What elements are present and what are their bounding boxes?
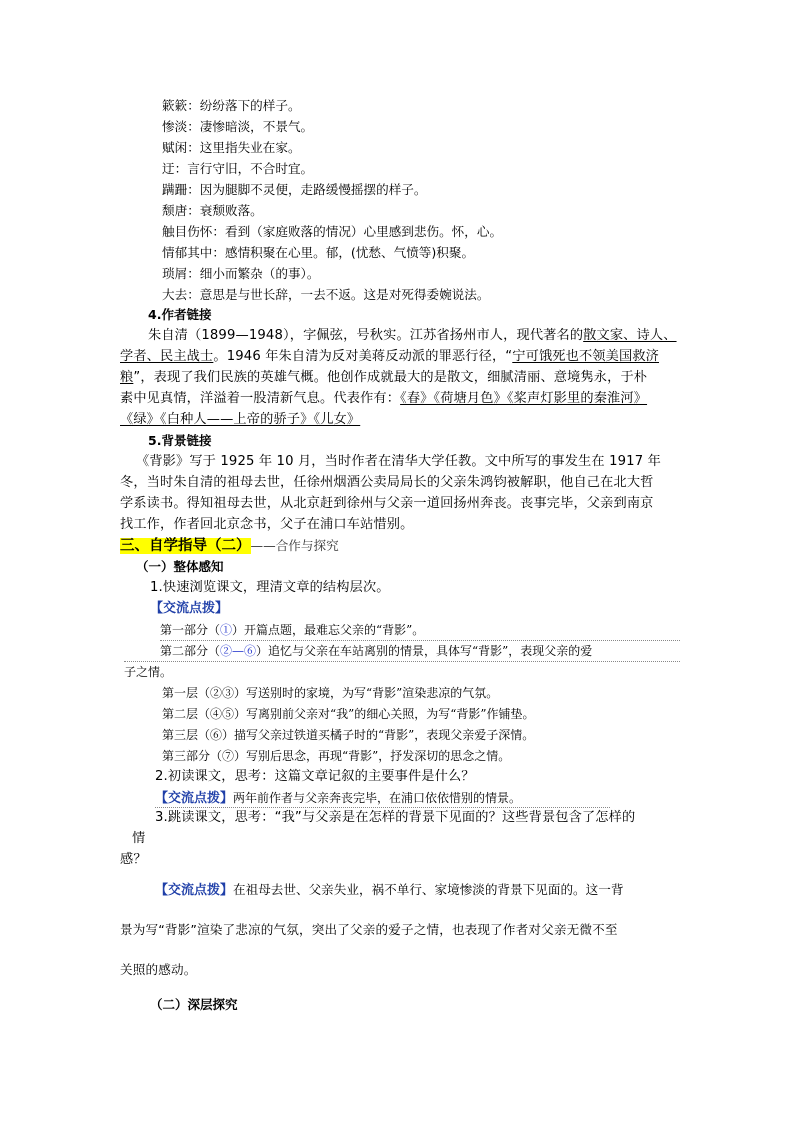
section-title-row (120, 536, 339, 557)
vocab-item: 迂：言行守旧，不合时宜。 (162, 161, 314, 176)
author-quote-link[interactable]: 宁可饿死也不领美国救济 (512, 349, 659, 364)
author-text: ”，表现了我们民族的英雄气概。他创作成就最大的是散文，细腻清丽、意境隽永，于朴 (133, 370, 648, 385)
question-2: 2.初读课文，思考：这篇文章记叙的主要事件是什么？ (155, 769, 475, 784)
author-text: 朱自清（1899—1948），字佩弦，号秋实。江苏省扬州市人，现代著名的 (148, 328, 584, 343)
vocab-item: 颓唐：衰颓败落。 (162, 203, 263, 218)
discussion-tag: 【交流点拨】 (150, 601, 229, 616)
answer-3 (155, 880, 623, 901)
section-subtitle: ——合作与探究 (250, 538, 339, 553)
question-3-cont: 感？ (120, 852, 147, 867)
background-line: 找工作，作者回北京念书，父子在浦口车站惜别。 (120, 517, 414, 532)
vocab-item: 大去：意思是与世长辞，一去不返。这是对死得委婉说法。 (162, 287, 490, 302)
dotted-rule (124, 661, 680, 662)
discussion-tag: 【交流点拨】 (155, 883, 234, 898)
part-2 (160, 641, 592, 661)
author-line (120, 347, 659, 367)
background-line: 冬，当时朱自清的祖母去世，任徐州烟酒公卖局局长的父亲朱鸿钧被解职，他自己在北大哲 (120, 475, 654, 490)
answer-text: 两年前作者与父亲奔丧完毕，在浦口依依惜别的情景。 (233, 791, 522, 805)
vocab-item: 琐屑：细小而繁杂（的事）。 (162, 266, 320, 281)
deep-heading: （二）深层探究 (150, 997, 238, 1012)
author-line (148, 326, 677, 346)
answer-3-cont: 景为写“背影”渲染了悲凉的气氛，突出了父亲的爱子之情，也表现了作者对父亲无微不至 (120, 922, 618, 937)
question-3: 3.跳读课文，思考：“我”与父亲是在怎样的背景下见面的？这些背景包含了怎样的 (155, 810, 636, 825)
section-title: 三、自学指导（二） (120, 538, 251, 554)
paragraph-ref: ① (220, 623, 233, 637)
author-quote-link[interactable]: 粮 (120, 370, 134, 385)
part-text: 第二部分（ (160, 644, 221, 658)
layer-2: 第二层（④⑤）写离别前父亲对“我”的细心关照，为写“背影”作铺垫。 (162, 707, 535, 721)
question-3-cont: 情 (132, 831, 146, 846)
background-line: 学系读书。得知祖母去世，从北京赶到徐州与父亲一道回扬州奔丧。丧事完毕，父亲到南京 (120, 496, 654, 511)
vocab-item: 触目伤怀：看到（家庭败落的情况）心里感到悲伤。怀，心。 (162, 224, 503, 239)
vocab-item: 惨淡：凄惨暗淡，不景气。 (162, 119, 314, 134)
part-text: ）开篇点题，最难忘父亲的“背影”。 (232, 623, 425, 637)
author-text: 素中见真情，洋溢着一股清新气息。代表作有： (120, 391, 401, 406)
author-heading: 4.作者链接 (148, 307, 212, 322)
author-line (120, 410, 360, 430)
part-text: 第一部分（ (160, 623, 221, 637)
background-heading: 5.背景链接 (148, 433, 212, 448)
vocab-item: 情郁其中：感情积聚在心里。郁，(忧愁、气愤等)积聚。 (162, 245, 475, 260)
author-line (120, 368, 647, 388)
author-text: 。1946 年朱自清为反对美蒋反动派的罪恶行径，“ (213, 349, 513, 364)
answer-text: 在祖母去世、父亲失业，祸不单行、家境惨淡的背景下见面的。这一背 (233, 882, 624, 897)
part-3: 第三部分（⑦）写别后思念，再现“背影”，抒发深切的思念之情。 (162, 749, 511, 763)
author-titles-link[interactable]: 散文家、诗人、 (583, 328, 677, 343)
author-line (120, 389, 647, 409)
discussion-tag: 【交流点拨】 (155, 791, 234, 806)
layer-1: 第一层（②③）写送别时的家境，为写“背影”渲染悲凉的气氛。 (162, 686, 499, 700)
part-2-cont: 子之情。 (124, 665, 173, 679)
vocab-item: 赋闲：这里指失业在家。 (162, 140, 301, 155)
background-line: 《背影》写于 1925 年 10 月，当时作者在清华大学任教。文中所写的事发生在 1917 年 (136, 454, 661, 469)
vocab-item: 蹒跚：因为腿脚不灵便，走路缓慢摇摆的样子。 (162, 182, 427, 197)
part-text: ）追忆与父亲在车站离别的情景，具体写“背影”，表现父亲的爱 (256, 644, 593, 658)
works-link[interactable]: 《春》《荷塘月色》《桨声灯影里的秦淮河》 (400, 391, 648, 406)
author-titles-link[interactable]: 学者、民主战士 (120, 349, 214, 364)
question-1: 1.快速浏览课文，理清文章的结构层次。 (150, 580, 390, 595)
works-link[interactable]: 《绿》《白种人——上帝的骄子》《儿女》 (120, 412, 361, 427)
overall-heading: （一）整体感知 (136, 559, 224, 574)
vocab-item: 簌簌：纷纷落下的样子。 (162, 98, 301, 113)
layer-3: 第三层（⑥）描写父亲过铁道买橘子时的“背影”，表现父亲爱子深情。 (162, 728, 535, 742)
answer-3-cont: 关照的感动。 (120, 962, 197, 977)
paragraph-ref: ②—⑥ (220, 644, 257, 658)
answer-2 (155, 788, 521, 809)
part-1 (160, 620, 424, 640)
